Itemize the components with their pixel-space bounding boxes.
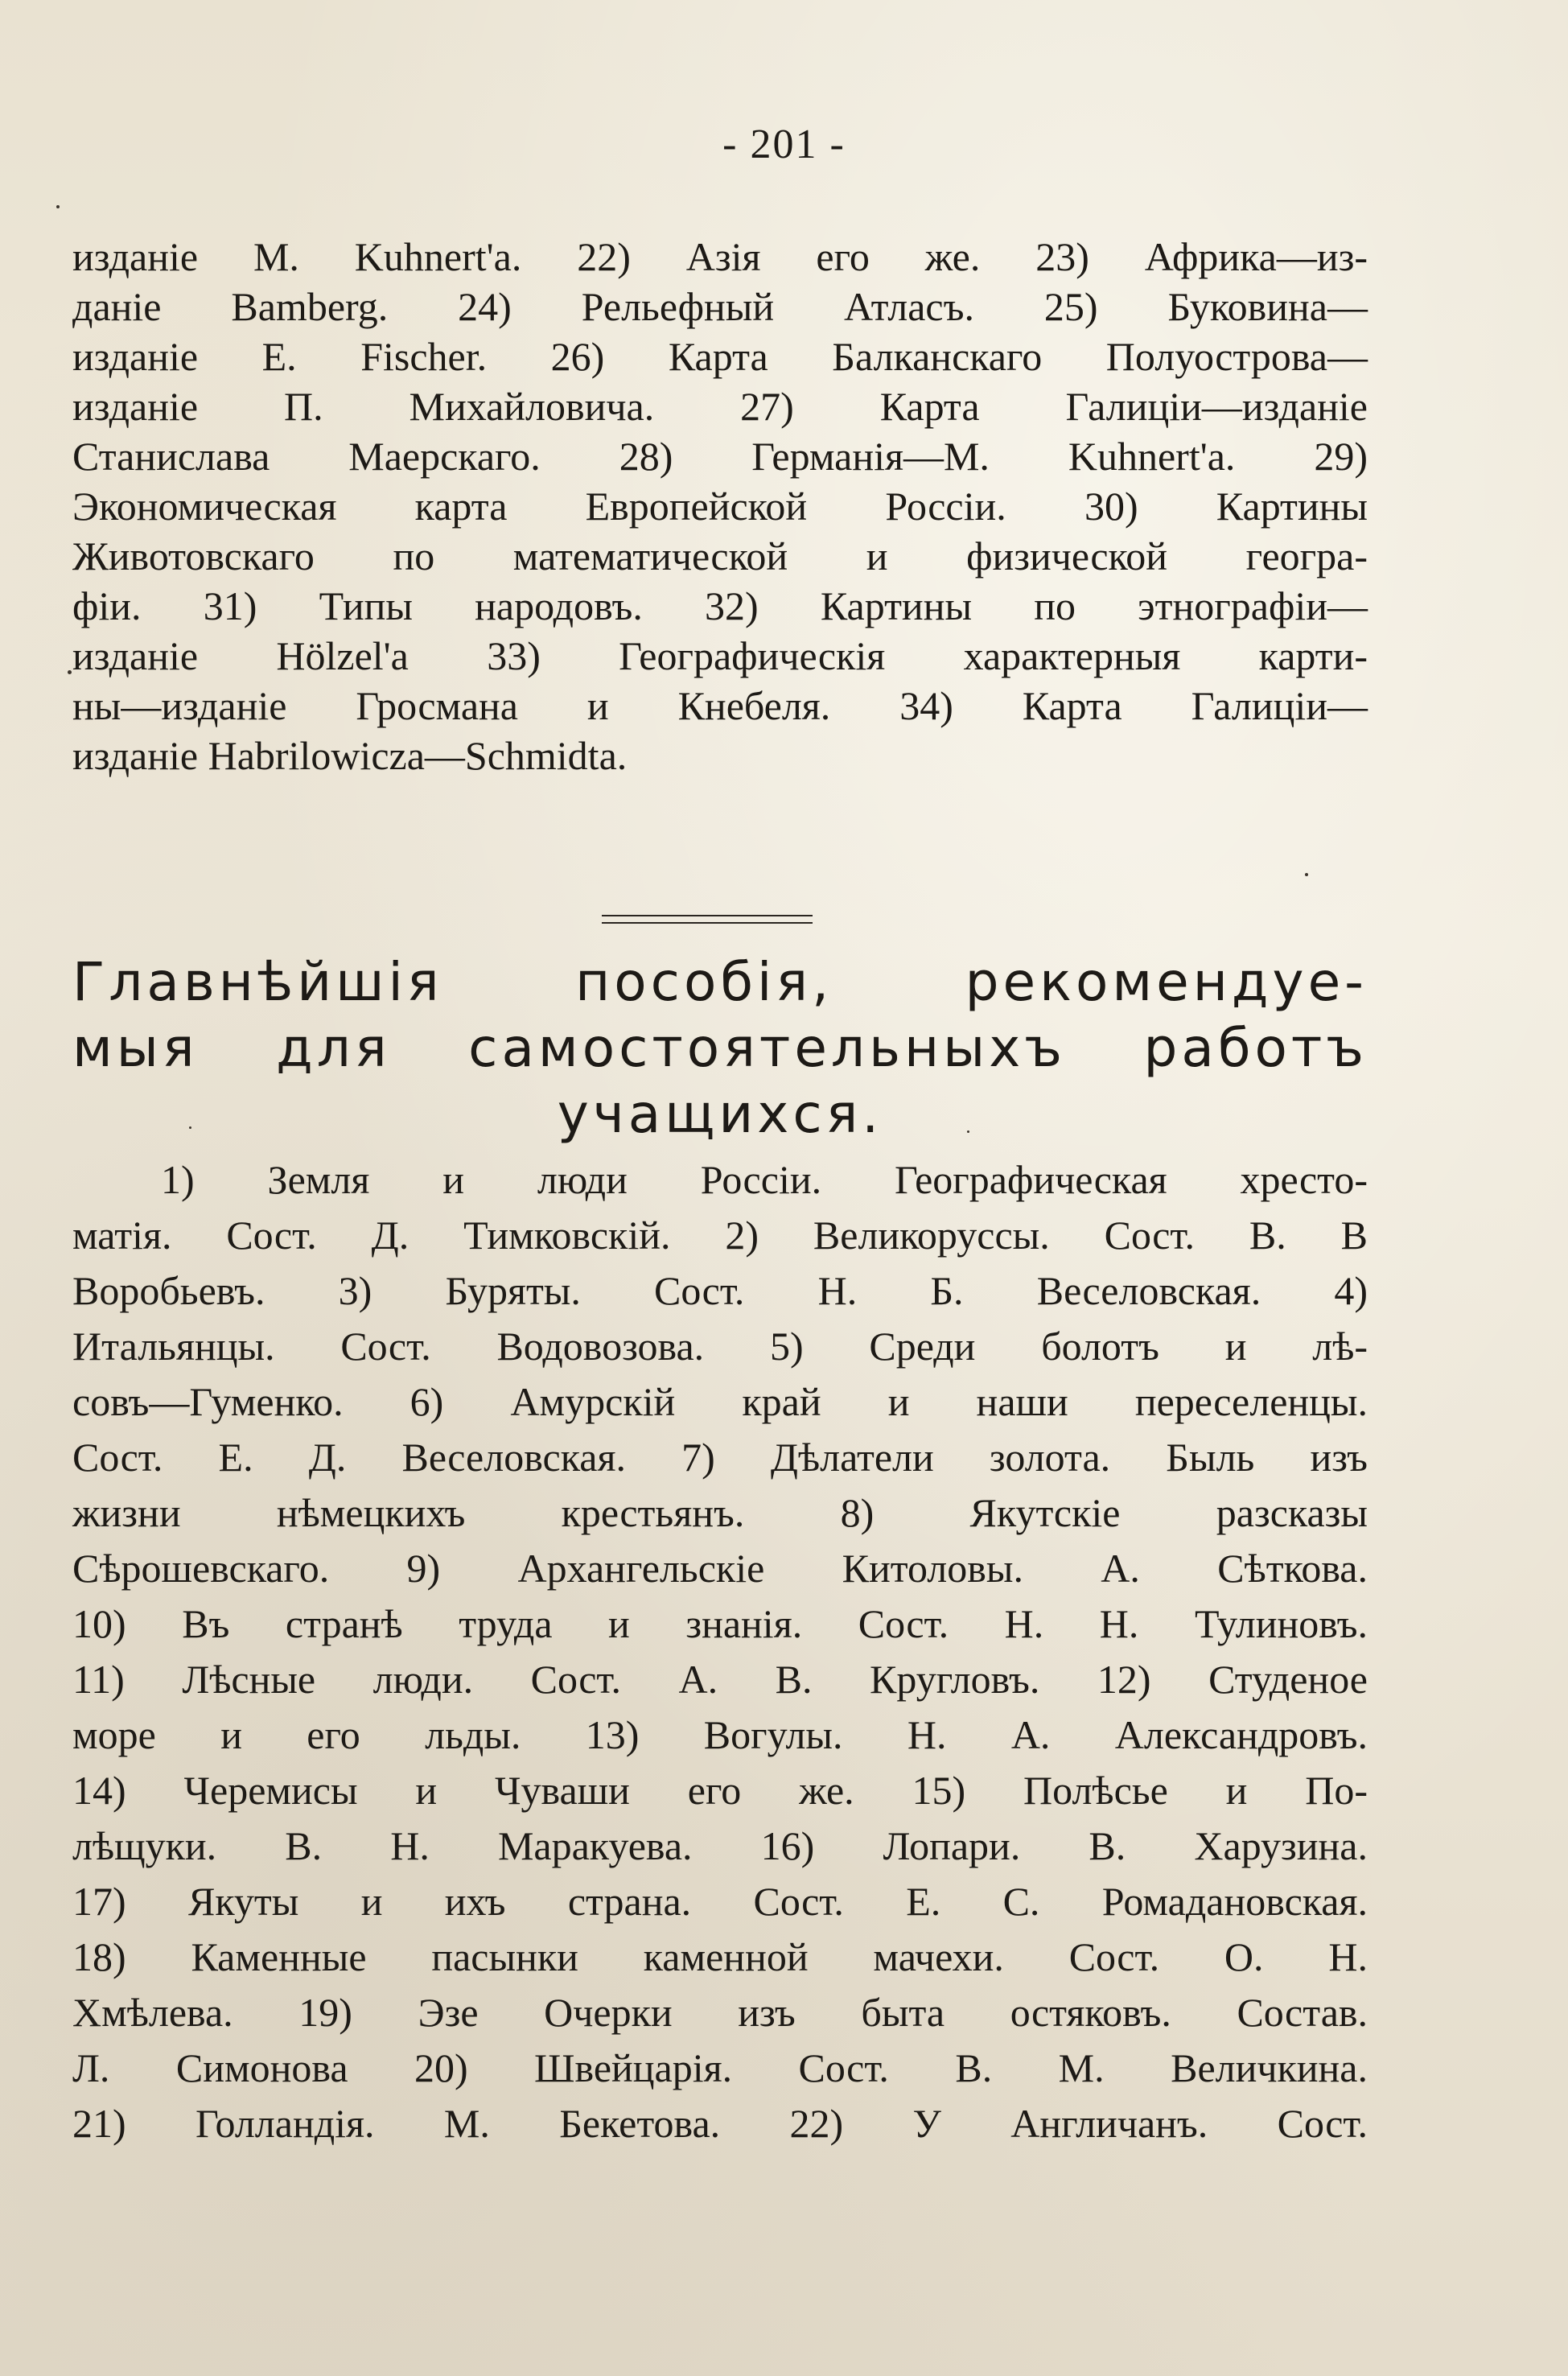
text-line: 11) Лѣсные люди. Сост. А. В. Кругловъ. 12) Студеное [72, 1657, 1368, 1702]
paper-speck [189, 1126, 191, 1129]
text-line: Воробьевъ. 3) Буряты. Сост. Н. Б. Веселовская. 4) [72, 1268, 1368, 1313]
text-line: Станислава Маерскаго. 28) Германія—M. Kuhnert'a. 29) [72, 434, 1368, 479]
text-line: ны—изданіе Гросмана и Кнебеля. 34) Карта Галиціи— [72, 683, 1368, 728]
text-line: изданіе Hölzel'a 33) Географическія характерныя карти- [72, 633, 1368, 678]
text-line: изданіе П. Михайловича. 27) Карта Галиціи—изданіе [72, 384, 1368, 429]
text-line: совъ—Гуменко. 6) Амурскій край и наши переселенцы. [72, 1379, 1368, 1424]
paper-speck [1305, 873, 1308, 876]
text-line: изданіе E. Fischer. 26) Карта Балканскаго Полуострова— [72, 334, 1368, 379]
heading-line: учащихся. [557, 1083, 883, 1145]
heading-line: мыя для самостоятельныхъ работъ [72, 1017, 1368, 1079]
text-line: Л. Симонова 20) Швейцарія. Сост. В. М. Величкина. [72, 2045, 1368, 2090]
text-line: Хмѣлева. 19) Эзе Очерки изъ быта остяковъ. Состав. [72, 1990, 1368, 2035]
text-line: лѣщуки. В. Н. Маракуева. 16) Лопари. В. Харузина. [72, 1823, 1368, 1868]
text-line: 21) Голландія. М. Бекетова. 22) У Англичанъ. Сост. [72, 2101, 1368, 2146]
top-paragraph [72, 232, 1368, 780]
section-divider [602, 915, 813, 924]
text-line: Животовскаго по математической и физической геогра- [72, 533, 1368, 579]
text-line: Сост. Е. Д. Веселовская. 7) Дѣлатели золота. Быль изъ [72, 1435, 1368, 1480]
text-line: Итальянцы. Сост. Водовозова. 5) Среди болотъ и лѣ- [72, 1324, 1368, 1369]
paper-speck [56, 205, 60, 208]
text-line: 1) Земля и люди Россіи. Географическая хресто- [161, 1157, 1368, 1202]
paper-speck [967, 1130, 969, 1133]
heading-line: Главнѣйшія пособія, рекомендуе- [72, 951, 1368, 1013]
text-line: море и его льды. 13) Вогулы. Н. А. Александровъ. [72, 1712, 1368, 1757]
text-line: фіи. 31) Типы народовъ. 32) Картины по этнографіи— [72, 583, 1368, 628]
paper-speck [68, 670, 72, 674]
bottom-paragraph [72, 1152, 1368, 2152]
text-line: 18) Каменные пасынки каменной мачехи. Сост. О. Н. [72, 1934, 1368, 1979]
text-line: изданіе M. Kuhnert'a. 22) Азія его же. 23) Африка—из- [72, 234, 1368, 279]
page-number: - 201 - [722, 121, 846, 167]
text-line: жизни нѣмецкихъ крестьянъ. 8) Якутскіе разсказы [72, 1490, 1368, 1535]
text-line: 10) Въ странѣ труда и знанія. Сост. Н. Н. Тулиновъ. [72, 1601, 1368, 1646]
text-line: даніе Bamberg. 24) Рельефный Атласъ. 25) Буковина— [72, 284, 1368, 329]
text-line: 17) Якуты и ихъ страна. Сост. Е. С. Ромадановская. [72, 1879, 1368, 1924]
text-line: Экономическая карта Европейской Россіи. 30) Картины [72, 484, 1368, 529]
section-heading [72, 949, 1368, 1147]
text-line: матія. Сост. Д. Тимковскій. 2) Великоруссы. Сост. В. В [72, 1213, 1368, 1258]
text-line: Сѣрошевскаго. 9) Архангельскіе Китоловы. А. Сѣткова. [72, 1546, 1368, 1591]
text-line: изданіе Habrilowicza—Schmidta. [72, 733, 628, 778]
text-line: 14) Черемисы и Чуваши его же. 15) Полѣсье и По- [72, 1768, 1368, 1813]
